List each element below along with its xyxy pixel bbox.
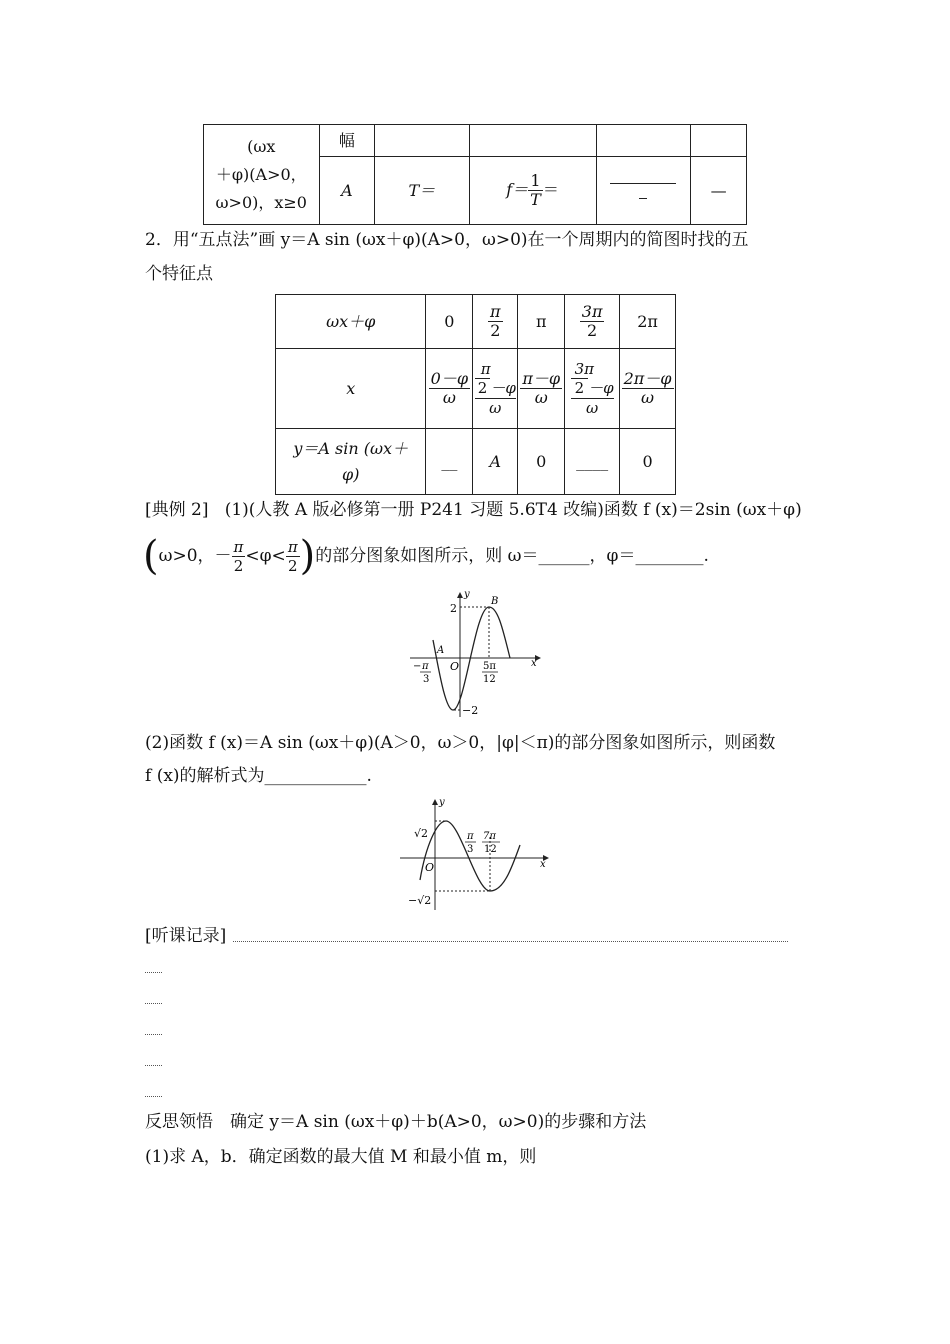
example-line2: ( ω>0，－ $\frac{\pi}{2}$ <φ< $\frac{\pi}{2}$ ) 的部分图象如图所示，则 ω＝______，φ＝________.: [143, 533, 709, 579]
header-c0: 0: [426, 295, 473, 349]
row-y-c4: 0: [620, 429, 676, 495]
header-label: ωx＋φ: [276, 295, 426, 349]
header-c4: 2π: [620, 295, 676, 349]
row-y-c3: ____: [565, 429, 620, 495]
example-p2-line1: (2)函数 f (x)＝A sin (ωx＋φ)(A＞0，ω＞0，|φ|＜π)的部分图象如图所示，则函数: [145, 733, 776, 753]
row-x-c0: $\frac{0-\varphi}{\omega}$: [426, 349, 473, 429]
graph1-neg-den: 3: [423, 674, 430, 685]
section2-line1: 2．用“五点法”画 y＝A sin (ωx＋φ)(A>0，ω>0)在一个周期内的简图时找的五: [145, 230, 749, 250]
graph1-point-a: A: [437, 645, 445, 656]
row-x-c2: $\frac{\pi-\varphi}{\omega}$: [518, 349, 565, 429]
graph2-tick1-num: π: [467, 831, 474, 842]
row-y-c0: __: [426, 429, 473, 495]
initial-phase-cell: —: [691, 157, 747, 225]
properties-table: [203, 124, 747, 225]
notes-line-2[interactable]: [145, 1003, 162, 1004]
table-left-cell: (ωx ＋φ)(A>0， ω>0)，x≥0: [204, 125, 320, 225]
row-y-label: y＝A sin (ωx＋ φ): [276, 429, 426, 495]
header-c2: π: [518, 295, 565, 349]
amplitude-cell: A: [319, 157, 375, 225]
row-x-c1: π 2 －φ ω: [473, 349, 518, 429]
graph1-x-label: x: [531, 658, 537, 669]
notes-line-3[interactable]: [145, 1034, 162, 1035]
graph-1: [405, 585, 550, 720]
example-p2-line2: f (x)的解析式为____________.: [145, 766, 372, 786]
graph1-pos-den: 12: [483, 674, 496, 685]
row-x-c3: 3π 2 －φ ω: [565, 349, 620, 429]
example-line1: [典例 2] (1)(人教 A 版必修第一册 P241 习题 5.6T4 改编)函数 f (x)＝2sin (ωx＋φ): [145, 500, 802, 520]
header-c1: $\frac{\pi}{2}$: [473, 295, 518, 349]
phase-blank-cell: [596, 157, 691, 225]
graph2-ymin: −√2: [408, 894, 432, 907]
notes-line-5[interactable]: [145, 1096, 162, 1097]
row-x-label: x: [276, 349, 426, 429]
graph1-neg-num: π: [422, 661, 429, 672]
reflection-step1: (1)求 A，b．确定函数的最大值 M 和最小值 m，则: [145, 1147, 537, 1167]
graph1-pos-num: 5π: [483, 661, 496, 672]
amplitude-header: 幅: [319, 125, 375, 157]
notes-line-1[interactable]: [145, 972, 162, 973]
graph1-ymax: 2: [450, 602, 457, 615]
notes-line-0[interactable]: [233, 941, 788, 942]
graph2-x-label: x: [540, 859, 546, 870]
row-x-c4: $\frac{2\pi-\varphi}{\omega}$: [620, 349, 676, 429]
graph2-tick2-den: 12: [484, 844, 497, 855]
graph2-tick1-den: 3: [467, 844, 474, 855]
graph1-y-label: y: [464, 589, 470, 600]
graph2-y-label: y: [439, 797, 445, 808]
notes-label: [听课记录]: [145, 926, 227, 946]
notes-line-4[interactable]: [145, 1065, 162, 1066]
section2-line2: 个特征点: [145, 264, 213, 284]
graph1-origin: O: [450, 660, 460, 673]
header-c3: $\frac{3\pi}{2}$: [565, 295, 620, 349]
graph2-ymax: √2: [414, 827, 429, 840]
reflection-title: 反思领悟 确定 y＝A sin (ωx＋φ)＋b(A>0，ω>0)的步骤和方法: [145, 1112, 647, 1132]
row-y-c1: A: [473, 429, 518, 495]
graph1-ymin: −2: [462, 704, 479, 717]
graph1-point-b: B: [491, 596, 499, 607]
frequency-cell: f＝ $\frac{1}{T}$ ＝: [469, 157, 596, 225]
row-y-c2: 0: [518, 429, 565, 495]
graph-2: [380, 795, 555, 915]
period-cell: T＝: [375, 157, 469, 225]
graph1-neg-sign: −: [413, 661, 422, 672]
five-point-table: [275, 294, 676, 495]
graph2-origin: O: [425, 861, 435, 874]
graph2-tick2-num: 7π: [483, 831, 496, 842]
